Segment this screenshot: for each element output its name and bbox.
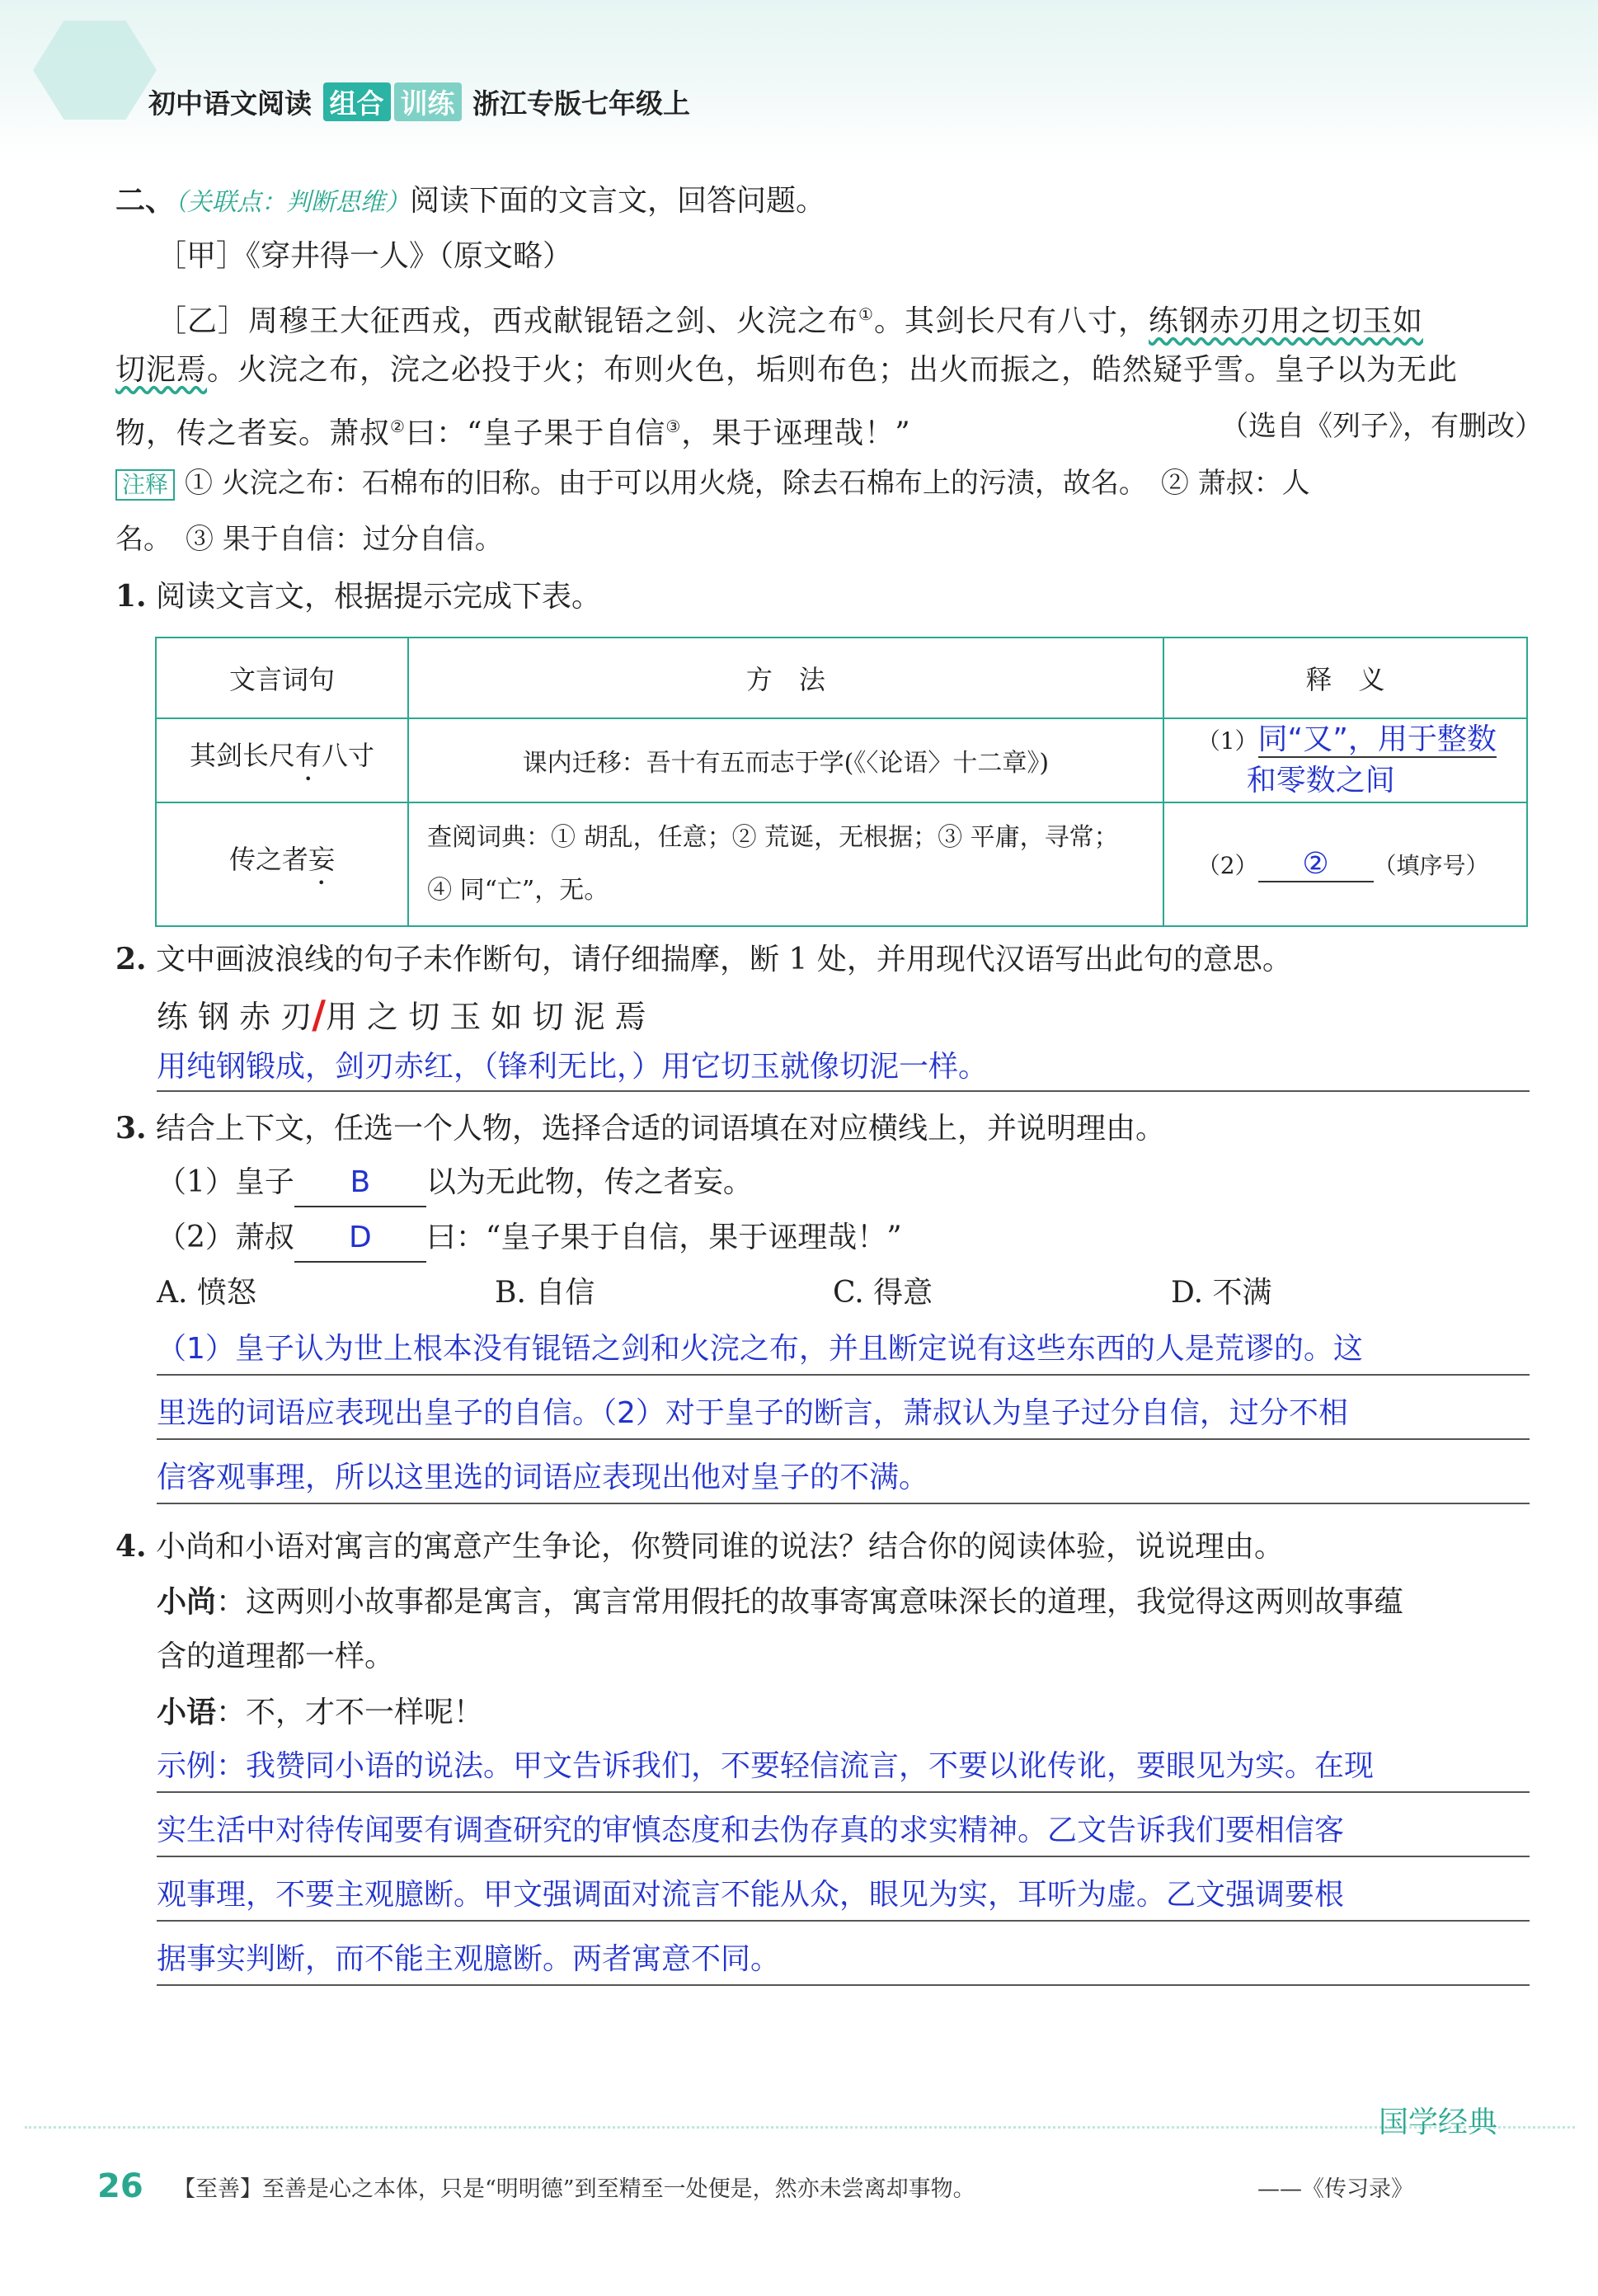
passage-text: 周穆王大征西戎，西戎献锟铻之剑、火浣之布 [248, 304, 859, 338]
question-text: 阅读文言文，根据提示完成下表。 [156, 580, 602, 614]
wavy-sentence-part2: 切泥焉 [115, 353, 208, 387]
question-1 [115, 573, 601, 620]
q3-option-d: D. 不满 [1171, 1276, 1272, 1310]
header-title [148, 82, 690, 121]
q3-answer-line: 里选的词语应表现出皇子的自信。（2）对于皇子的断言，萧叔认为皇子过分自信，过分不相 [157, 1396, 1348, 1430]
notes-tag: 注释 [115, 469, 175, 501]
q3-option-c: C. 得意 [833, 1276, 933, 1310]
header-title-suffix: 浙江专版七年级上 [472, 87, 690, 120]
answer-rule [157, 1503, 1530, 1504]
note-ref-3: ③ [665, 416, 682, 436]
speaker-label: 小语 [157, 1695, 217, 1729]
item-text: 以为无此物，传之者妄。 [425, 1165, 753, 1199]
section-heading [115, 177, 825, 226]
phrase-text: 其剑长尺 [190, 739, 296, 771]
answer-rule [157, 1791, 1530, 1793]
question-number: 2. [115, 942, 147, 976]
answer-rule [157, 1984, 1530, 1986]
table-cell-method: 课内迁移：吾十有五而志于学(《〈论语〉十二章》) [408, 718, 1163, 802]
question-text: 文中画波浪线的句子未作断句，请仔细揣摩，断 1 处，并用现代汉语写出此句的意思。 [156, 943, 1292, 976]
question-text: 结合上下文，任选一个人物，选择合适的词语填在对应横线上，并说明理由。 [156, 1112, 1166, 1146]
q3-option-b: B. 自信 [495, 1276, 595, 1310]
answer-rule [157, 1920, 1530, 1922]
question-text: 小尚和小语对寓言的寓意产生争论，你赞同谁的说法？结合你的阅读体验，说说理由。 [156, 1530, 1285, 1564]
question-2 [115, 936, 1292, 983]
passage-text: 。其剑长尺有八寸， [873, 304, 1149, 338]
table-header: 释 义 [1163, 638, 1527, 718]
sentence-part: 用 之 切 玉 如 切 泥 焉 [326, 999, 646, 1035]
table-cell-method [408, 802, 1163, 926]
passage-text: ，果于诬理哉！” [681, 416, 911, 450]
passage-text: 物，传之者妄。萧叔 [115, 416, 391, 450]
q3-item2 [157, 1215, 902, 1263]
q4-xiaoshang-line1 [157, 1578, 1403, 1626]
answer-label: （1） [1196, 727, 1258, 755]
q4-xiaoshang-line2: 含的道理都一样。 [157, 1640, 395, 1673]
passage-source: （选自《列子》，有删改） [1220, 410, 1543, 443]
page-number: 26 [97, 2167, 143, 2205]
section-number: 二、 [115, 183, 176, 218]
handwritten-answer: 和零数之间 [1246, 764, 1395, 797]
q4-answer-line: 据事实判断，而不能主观臆断。两者寓意不同。 [157, 1942, 781, 1976]
emphasized-char: 妄 [308, 843, 336, 875]
answer-label: （2） [1196, 851, 1258, 879]
q2-sentence [157, 991, 646, 1040]
footer-divider [25, 2126, 1575, 2129]
handwritten-answer: B [294, 1160, 426, 1207]
passage-yi-line3 [115, 403, 911, 457]
table-row [156, 802, 1527, 926]
item-text: （2）萧叔 [157, 1221, 294, 1254]
answer-rule [157, 1374, 1530, 1376]
header-background [0, 0, 1598, 157]
passage-yi-line1 [157, 291, 1423, 345]
table-cell-phrase [156, 718, 408, 802]
item-text: （1）皇子 [157, 1165, 294, 1199]
handwritten-answer: ② [1258, 847, 1374, 882]
table-cell-answer [1163, 802, 1527, 926]
section-instruction: 阅读下面的文言文，回答问题。 [410, 184, 826, 218]
question-number: 1. [115, 579, 147, 614]
emphasized-char: 有 [295, 739, 322, 771]
sentence-part: 练 钢 赤 刃 [157, 999, 313, 1035]
table-header: 方 法 [408, 638, 1163, 718]
q3-answer-line: （1）皇子认为世上根本没有锟铻之剑和火浣之布，并且断定说有这些东西的人是荒谬的。这 [157, 1332, 1363, 1366]
method-text: ④ 同“亡”，无。 [427, 876, 609, 905]
q3-item1 [157, 1160, 753, 1207]
question-3 [115, 1105, 1165, 1152]
method-text: 查阅词典：① 胡乱，任意；② 荒诞，无根据；③ 平庸，寻常； [427, 823, 1119, 852]
notes-text: ① 火浣之布：石棉布的旧称。由于可以用火烧，除去石棉布上的污渍，故名。 ② 萧叔：人 [185, 467, 1310, 500]
passage-text: 曰：“皇子果于自信 [405, 416, 666, 450]
note-ref-1: ① [858, 304, 874, 324]
q4-answer-line: 实生活中对待传闻要有调查研究的审慎态度和去伪存真的求实精神。乙文告诉我们要相信客 [157, 1814, 1345, 1847]
table-row [156, 718, 1527, 802]
answer-table [155, 637, 1528, 927]
question-number: 4. [115, 1529, 147, 1564]
notes-line1 [115, 460, 1310, 506]
q3-option-a: A. 愤怒 [157, 1276, 256, 1310]
handwritten-answer: D [294, 1215, 426, 1263]
table-cell-phrase [156, 802, 408, 926]
footer-section-label: 国学经典 [1379, 2105, 1498, 2139]
question-4 [115, 1523, 1284, 1570]
note-ref-2: ② [390, 416, 406, 436]
answer-suffix: （填序号） [1373, 851, 1489, 879]
passage-yi-label: ［乙］ [157, 304, 249, 338]
q4-answer-line: 观事理，不要主观臆断。甲文强调面对流言不能从众，眼见为实，耳听为虚。乙文强调要根 [157, 1878, 1345, 1912]
header-tag-combo: 组合 [323, 82, 391, 121]
footer-quote: 【至善】至善是心之本体，只是“明明德”到至精至一处便是，然亦未尝离却事物。 [173, 2176, 975, 2202]
item-text: 曰：“皇子果于自信，果于诬理哉！” [425, 1221, 902, 1254]
footer-source: ——《传习录》 [1257, 2176, 1413, 2202]
phrase-text: 传之者 [229, 843, 309, 875]
section-tag: （关联点：判断思维） [175, 188, 411, 217]
question-number: 3. [115, 1111, 147, 1146]
q2-answer: 用纯钢锻成，剑刃赤红，（锋利无比，）用它切玉就像切泥一样。 [157, 1050, 989, 1084]
break-mark: / [312, 992, 327, 1037]
speaker-label: 小尚 [157, 1584, 217, 1619]
phrase-text: 八寸 [322, 739, 375, 771]
answer-rule [157, 1856, 1530, 1857]
handwritten-answer: 同“又”，用于整数 [1257, 722, 1497, 756]
table-header: 文言词句 [156, 638, 408, 718]
notes-line2: 名。 ③ 果于自信：过分自信。 [115, 523, 503, 556]
speaker-text: ：这两则小故事都是寓言，寓言常用假托的故事寄寓意味深长的道理，我觉得这两则故事蕴 [216, 1585, 1404, 1619]
passage-jia: ［甲］《穿井得一人》（原文略） [157, 239, 573, 273]
answer-rule [157, 1090, 1530, 1092]
q3-answer-line: 信客观事理，所以这里选的词语应表现出他对皇子的不满。 [157, 1461, 929, 1494]
table-cell-answer [1163, 718, 1527, 802]
q4-answer-line: 示例：我赞同小语的说法。甲文告诉我们，不要轻信流言，不要以讹传讹，要眼见为实。在现 [157, 1749, 1375, 1783]
table-header-row [156, 638, 1527, 718]
header-title-prefix: 初中语文阅读 [148, 87, 312, 120]
speaker-text: ：不，才不一样呢！ [216, 1696, 484, 1729]
wavy-sentence-part1: 练钢赤刃用之切玉如 [1148, 304, 1423, 338]
q4-xiaoyu [157, 1689, 483, 1736]
passage-yi-line2 [115, 347, 1458, 393]
answer-rule [157, 1438, 1530, 1440]
header-tag-training: 训练 [394, 82, 462, 121]
passage-text: 。火浣之布，浣之必投于火；布则火色，垢则布色；出火而振之，皓然疑乎雪。皇子以为无此 [207, 353, 1459, 387]
